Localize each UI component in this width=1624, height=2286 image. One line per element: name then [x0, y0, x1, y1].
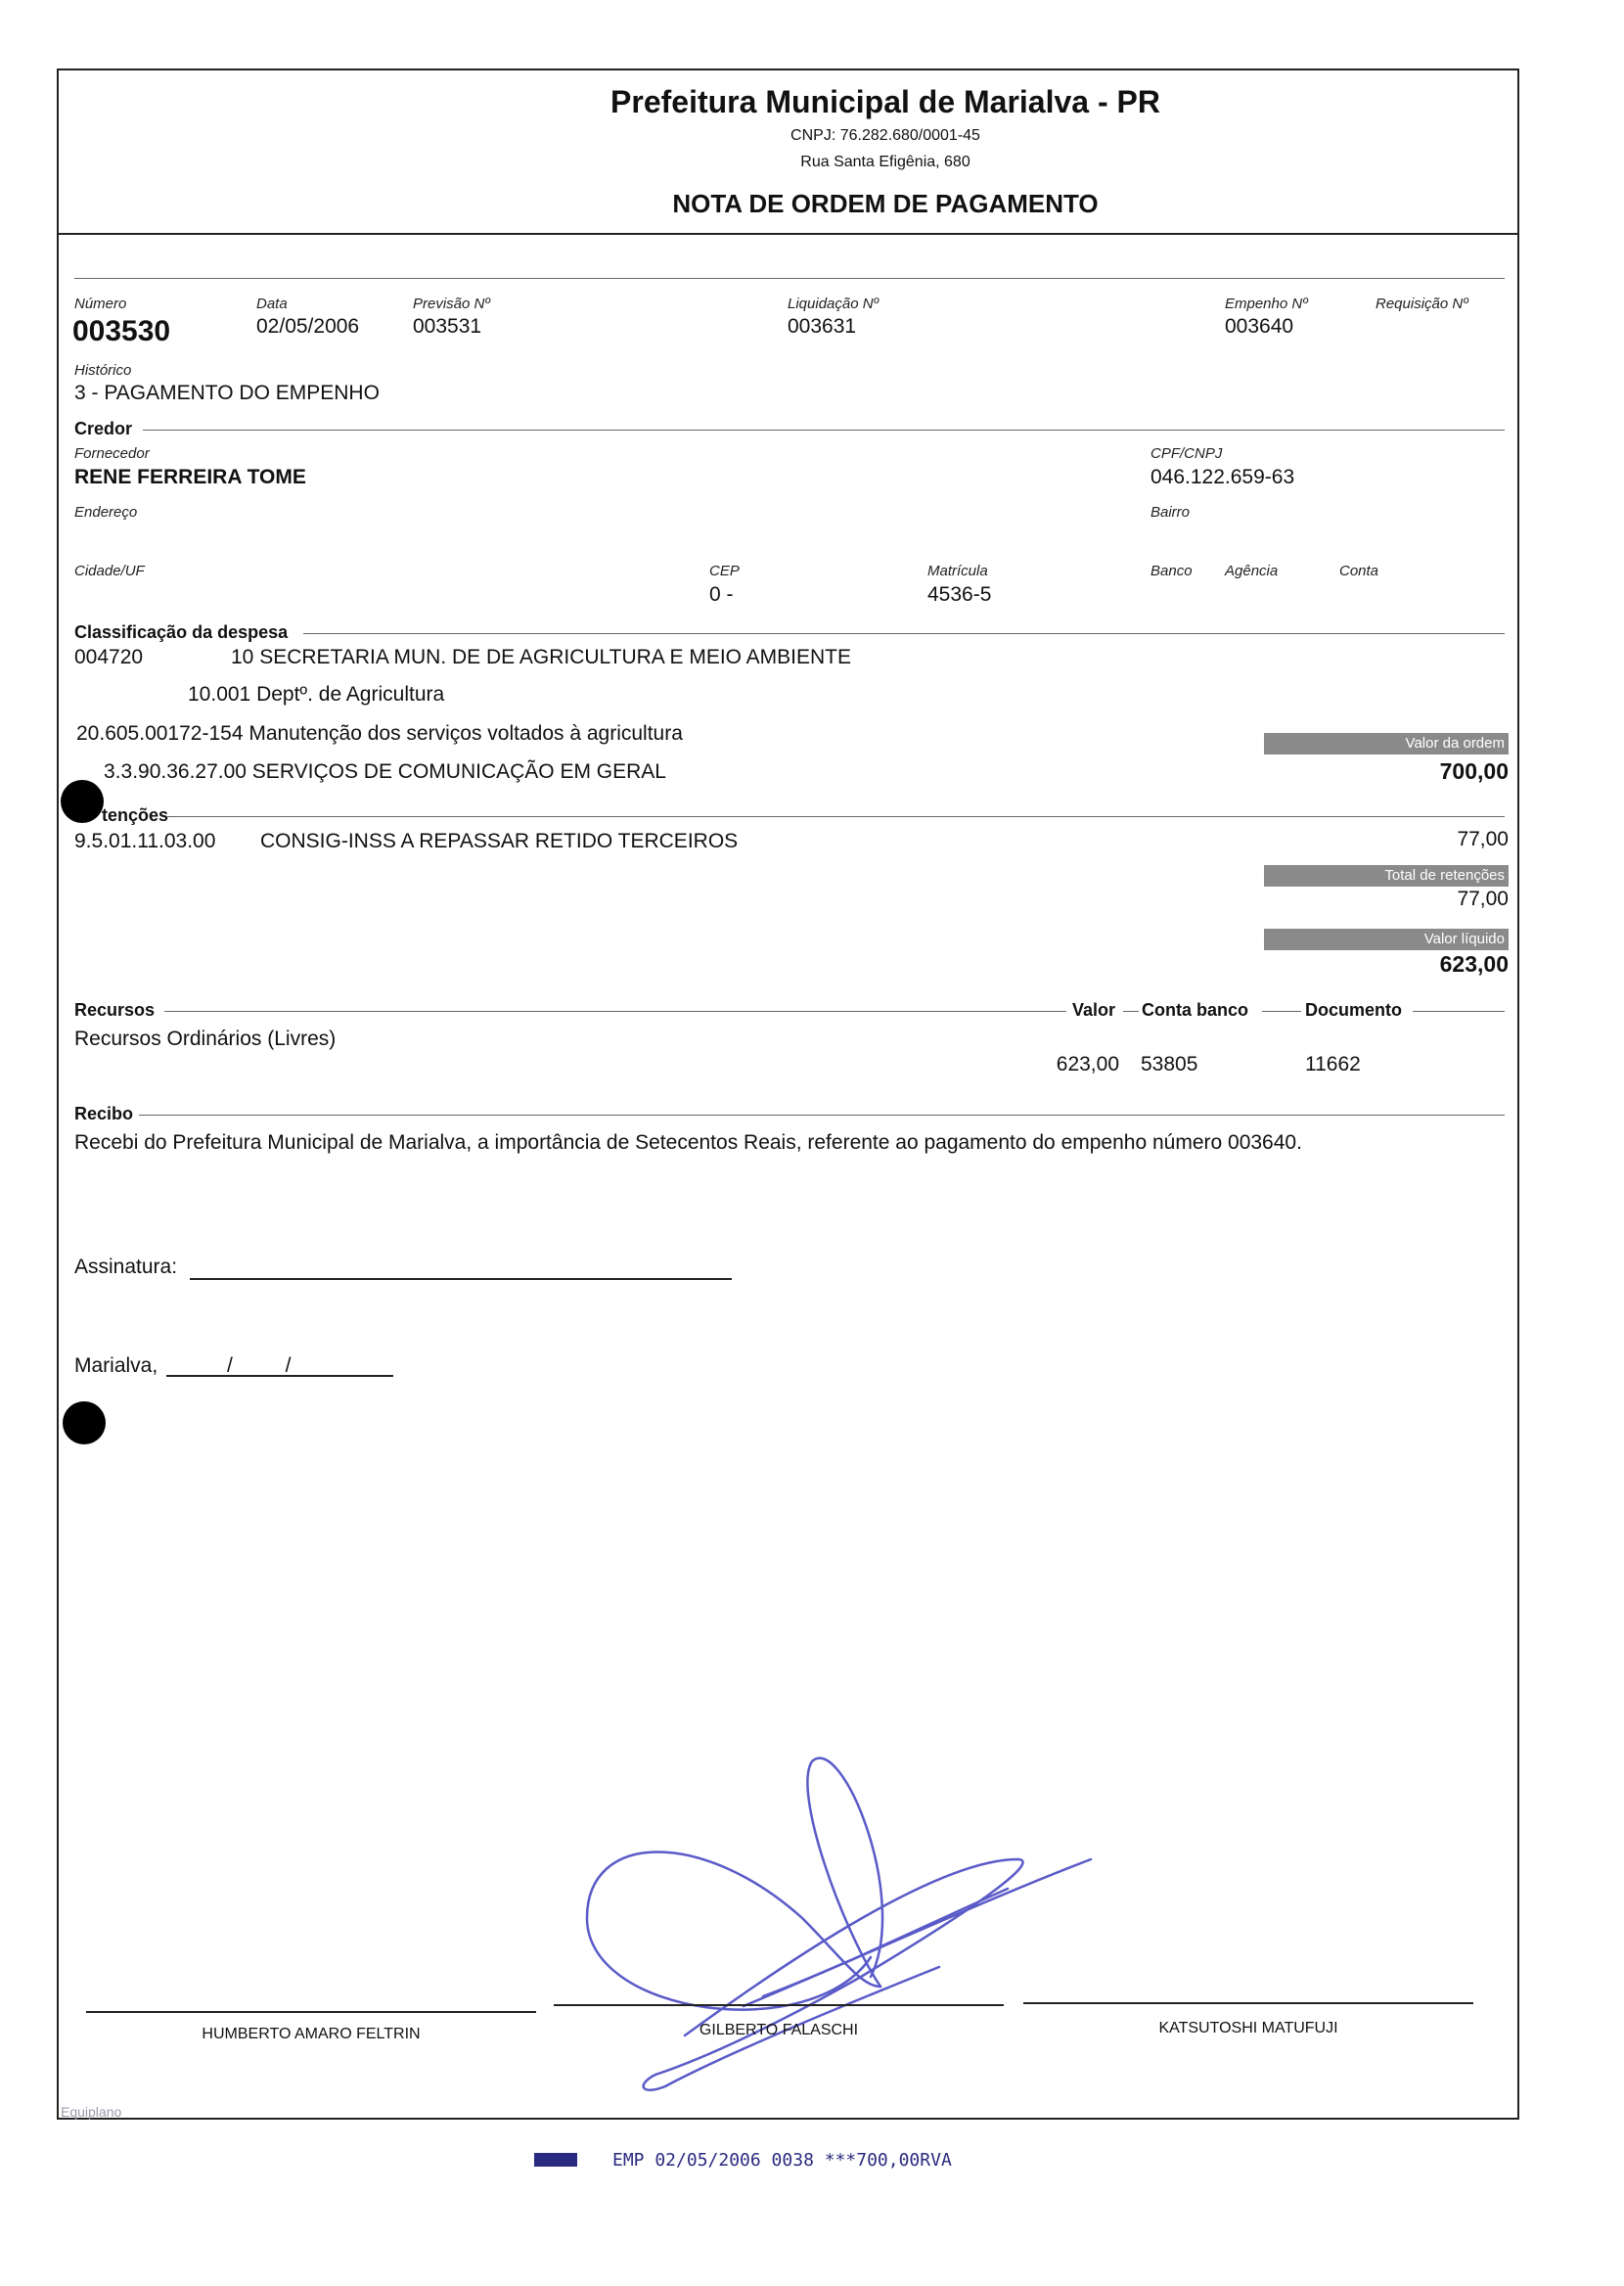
valor-liquido-value: 623,00: [1439, 951, 1509, 977]
cidade-label: Cidade/UF: [74, 563, 145, 579]
recursos-desc: Recursos Ordinários (Livres): [74, 1028, 337, 1050]
recursos-valor-label: Valor: [1072, 1000, 1116, 1020]
recursos-documento: 11662: [1305, 1053, 1361, 1075]
punch-hole-lower: [63, 1401, 106, 1444]
signatory-line-1: [86, 2011, 536, 2013]
header-divider: [57, 233, 1519, 235]
recursos-documento-label: Documento: [1305, 1000, 1402, 1020]
assinatura-label: Assinatura:: [74, 1256, 178, 1278]
header-title: Prefeitura Municipal de Marialva - PR: [610, 84, 1160, 119]
recibo-rule: [139, 1115, 1505, 1116]
recursos-conta: 53805: [1141, 1053, 1198, 1075]
recibo-section: Recibo: [74, 1104, 134, 1123]
credor-rule: [143, 430, 1505, 431]
recursos-rule-2: [1123, 1011, 1139, 1012]
cep-value: 0 -: [709, 583, 734, 606]
signatory-line-3: [1023, 2002, 1473, 2004]
signatory-name-1: HUMBERTO AMARO FELTRIN: [202, 2026, 421, 2042]
signatory-line-2: [554, 2004, 1004, 2006]
empenho-label: Empenho Nº: [1225, 296, 1308, 312]
punch-hole: [61, 780, 104, 823]
liquidacao-value: 003631: [788, 315, 857, 338]
historico-label: Histórico: [74, 362, 132, 379]
conta-label: Conta: [1339, 563, 1379, 579]
numero-value: 003530: [72, 315, 171, 347]
recursos-rule-1: [164, 1011, 1066, 1012]
recursos-rule-4: [1413, 1011, 1505, 1012]
retencoes-rule: [166, 816, 1505, 817]
banco-label: Banco: [1150, 563, 1193, 579]
numero-label: Número: [74, 296, 127, 312]
cep-label: CEP: [709, 563, 740, 579]
date-slashes: / /: [227, 1354, 292, 1377]
header-address: Rua Santa Efigênia, 680: [800, 154, 970, 170]
recursos-valor: 623,00: [1056, 1053, 1119, 1075]
retencao-desc: CONSIG-INSS A REPASSAR RETIDO TERCEIROS: [260, 830, 739, 852]
classificacao-dept: 10.001 Deptº. de Agricultura: [188, 683, 445, 706]
bairro-label: Bairro: [1150, 504, 1191, 521]
liquidacao-label: Liquidação Nº: [788, 296, 880, 312]
signature-scribble: [548, 1752, 1096, 2124]
classificacao-elemento: 3.3.90.36.27.00 SERVIÇOS DE COMUNICAÇÃO EM GERAL: [104, 760, 666, 783]
classificacao-secretaria: 10 SECRETARIA MUN. DE DE AGRICULTURA E MEIO AMBIENTE: [231, 646, 852, 668]
header-cnpj: CNPJ: 76.282.680/0001-45: [790, 127, 980, 144]
total-retencoes-value: 77,00: [1457, 888, 1509, 910]
classificacao-section: Classificação da despesa: [74, 622, 289, 642]
previsao-label: Previsão Nº: [413, 296, 490, 312]
matricula-value: 4536-5: [927, 583, 992, 606]
recibo-text: Recebi do Prefeitura Municipal de Marialva, a importância de Setecentos Reais, referente ao pagamento do empenho número 003640.: [74, 1131, 1302, 1154]
document-title: NOTA DE ORDEM DE PAGAMENTO: [672, 189, 1099, 218]
requisicao-label: Requisição Nº: [1376, 296, 1468, 312]
valor-liquido-label: Valor líquido: [1264, 929, 1509, 950]
classificacao-rule: [303, 633, 1505, 634]
recursos-conta-label: Conta banco: [1142, 1000, 1249, 1020]
footer-brand: Equiplano: [61, 2104, 122, 2120]
valor-ordem-value: 700,00: [1439, 758, 1509, 784]
classificacao-code: 004720: [74, 646, 144, 668]
previsao-value: 003531: [413, 315, 482, 338]
matricula-label: Matrícula: [927, 563, 988, 579]
empenho-value: 003640: [1225, 315, 1294, 338]
endereco-label: Endereço: [74, 504, 138, 521]
retencoes-section: tenções: [102, 805, 169, 825]
historico-value: 3 - PAGAMENTO DO EMPENHO: [74, 382, 380, 404]
credor-section: Credor: [74, 419, 133, 438]
cpf-value: 046.122.659-63: [1150, 466, 1295, 488]
bank-stamp-text: EMP 02/05/2006 0038 ***700,00RVA: [612, 2150, 952, 2171]
bank-stamp-logo: [534, 2153, 577, 2167]
local-label: Marialva,: [74, 1354, 158, 1377]
signatory-name-2: GILBERTO FALASCHI: [699, 2022, 859, 2038]
retencao-value: 77,00: [1457, 828, 1509, 850]
ids-divider: [74, 278, 1505, 279]
recursos-rule-3: [1262, 1011, 1301, 1012]
fornecedor-value: RENE FERREIRA TOME: [74, 466, 306, 488]
data-label: Data: [256, 296, 288, 312]
agencia-label: Agência: [1225, 563, 1279, 579]
retencao-code: 9.5.01.11.03.00: [74, 830, 216, 852]
valor-ordem-label: Valor da ordem: [1264, 733, 1509, 754]
total-retencoes-label: Total de retenções: [1264, 865, 1509, 887]
signatory-name-3: KATSUTOSHI MATUFUJI: [1158, 2020, 1338, 2036]
fornecedor-label: Fornecedor: [74, 445, 150, 462]
assinatura-line: [190, 1278, 732, 1280]
cpf-label: CPF/CNPJ: [1150, 445, 1223, 462]
classificacao-programa: 20.605.00172-154 Manutenção dos serviços voltados à agricultura: [76, 722, 683, 745]
recursos-section: Recursos: [74, 1000, 156, 1020]
data-value: 02/05/2006: [256, 315, 360, 338]
